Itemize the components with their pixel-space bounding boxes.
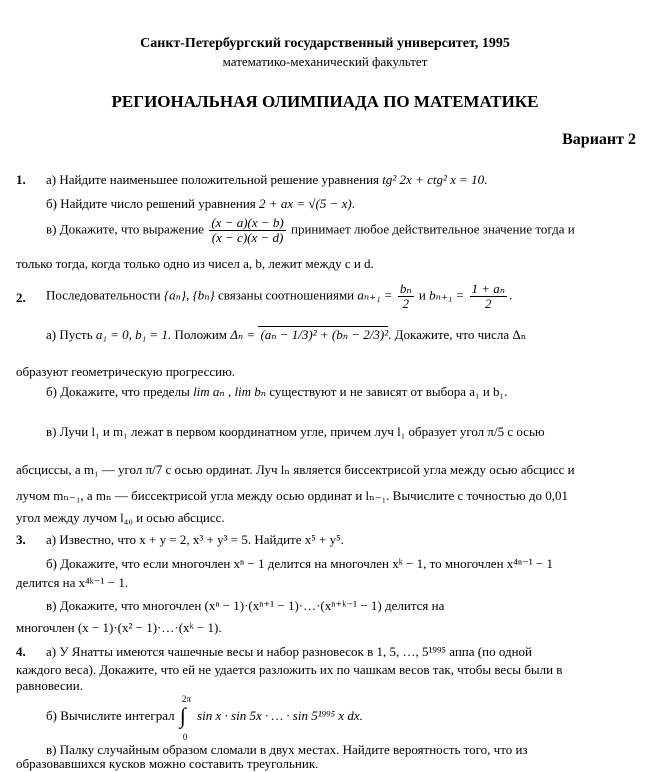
problem-3b-line1: б) Докажите, что если многочлен xⁿ − 1 делится на многочлен xᵏ − 1, то многочлен x⁴ⁿ⁻¹ − 1 [46, 556, 553, 571]
integral-sign: ∫ 2π 0 [178, 709, 194, 725]
problem-2a-pre: а) Пусть [46, 327, 93, 342]
fraction-numerator: (x − a)(x − b) [211, 215, 284, 230]
problem-2a-values: a₁ = 0, b₁ = 1. [95, 327, 172, 342]
problem-4b-pre: б) Вычислите интеграл [46, 708, 175, 723]
problem-2b-post: существуют и не зависят от выбора a₁ и b₁. [269, 384, 508, 399]
problem-number: 4. [16, 644, 26, 659]
problem-1b-text: б) Найдите число решений уравнения [46, 196, 256, 211]
problem-2b [46, 384, 507, 400]
problem-4c-line2: образовавшихся кусков можно составить треугольник. [16, 756, 319, 771]
problem-2-intro: Последовательности {aₙ}, {bₙ} связаны соотношениями aₙ₊₁ = $\frac{\text{bₙ}}{2}$ и bₙ₊₁ = $\frac{\text{1 + aₙ}}{2}$ . [46, 281, 513, 311]
olympiad-title: РЕГИОНАЛЬНАЯ ОЛИМПИАДА ПО МАТЕМАТИКЕ [111, 92, 539, 111]
problem-2-intro-mid: связаны соотношениями [217, 287, 355, 303]
problem-number: 2. [16, 290, 26, 305]
relation-a-lhs: aₙ₊₁ = [357, 287, 393, 303]
problem-2a-mid: Положим [174, 327, 228, 342]
relation-and: и [418, 287, 426, 303]
fraction-numerator: 1 + aₙ [471, 281, 506, 296]
problem-3b-line2: делится на x⁴ᵏ⁻¹ − 1. [16, 575, 129, 590]
problem-1a-equation: tg² 2x + ctg² x = 10 [382, 172, 485, 187]
delta-symbol: Δₙ = [230, 327, 256, 342]
variant-label: Вариант 2 [562, 131, 636, 148]
problem-4a-line2: каждого веса). Докажите, что ей не удается разложить их по чашкам весов так, чтобы весы были в [16, 662, 563, 677]
problem-1a-text: а) Найдите наименьшее положительной решение уравнения [46, 172, 380, 187]
problem-2c-line4: угол между лучом l₄₀ и осью абсцисс. [16, 510, 225, 525]
problem-4c-line1: в) Палку случайным образом сломали в двух местах. Найдите вероятность того, что из [46, 742, 528, 757]
problem-1b-equation: 2 + ax = √(5 − x) [259, 196, 352, 211]
problem-1c-post: принимает любое действительное значение тогда и [290, 221, 575, 237]
problem-1a: а) Найдите наименьшее положительной решение уравнения tg² 2x + ctg² x = 10. [46, 172, 488, 187]
problem-2c-line1: в) Лучи l₁ и m₁ лежат в первом координатном угле, причем луч l₁ образует угол π/5 с осью [46, 424, 545, 439]
problem-3c-line2: многочлен (x − 1)·(x² − 1)·…·(xᵏ − 1). [16, 620, 222, 635]
problem-2a-line2: образуют геометрическую прогрессию. [16, 364, 236, 379]
faculty-subheading: математико-механический факультет [222, 54, 428, 69]
university-heading: Санкт-Петербургский государственный университет, 1995 [140, 36, 510, 51]
sqrt-radicand: (aₙ − 1/3)² + (bₙ − 2/3)² [260, 327, 389, 342]
problem-4a-line1: а) У Янатты имеются чашечные весы и набор разновесок в 1, 5, …, 5¹⁹⁹⁵ аппа (по одной [46, 644, 532, 659]
problem-2c-line2: абсциссы, а m₁ — угол π/7 с осью ординат. Луч lₙ является биссектрисой угла между осью абсцисс и [16, 462, 575, 477]
fraction-denominator: (x − c)(x − d) [211, 230, 284, 245]
problem-2b-pre: б) Докажите, что пределы [46, 384, 190, 399]
integral-upper-limit: 2π [181, 694, 191, 705]
problem-2c-line3: лучом mₙ₋₁, а mₙ — биссектрисой угла между осью ординат и lₙ₋₁. Вычислите с точностью до 0,01 [16, 488, 568, 503]
fraction-numerator: bₙ [399, 281, 412, 296]
fraction-denominator: 2 [402, 296, 409, 311]
relation-b-fraction [470, 282, 508, 311]
problem-3c-line1: в) Докажите, что многочлен (xⁿ − 1)·(xⁿ⁺¹ − 1)·…·(xⁿ⁺ᵏ⁻¹ − 1) делится на [46, 598, 445, 613]
problem-2a: а) Пусть a₁ = 0, b₁ = 1. Положим Δₙ = (aₙ − 1/3)² + (bₙ − 2/3)². Докажите, что числа Δₙ [46, 327, 527, 342]
limits-expression: lim aₙ , lim bₙ [193, 384, 267, 399]
sequence-a: {aₙ} [163, 287, 187, 303]
relation-b-lhs: bₙ₊₁ = [429, 287, 465, 303]
problem-1c-pre: в) Докажите, что выражение [46, 221, 205, 237]
problem-1b: б) Найдите число решений уравнения 2 + ax = √(5 − x). [46, 196, 355, 211]
integral-lower-limit: 0 [182, 732, 188, 743]
integrand: sin x · sin 5x · … · sin 5¹⁹⁹⁵ x dx. [197, 708, 363, 723]
problem-2-intro-pre: Последовательности [46, 287, 161, 303]
sequence-b: {bₙ} [192, 287, 215, 303]
problem-1c [46, 216, 636, 245]
problem-2a-post: Докажите, что числа Δₙ [394, 327, 527, 342]
problem-1c-fraction [209, 216, 285, 245]
problem-4b [46, 694, 363, 743]
relation-a-fraction [398, 282, 414, 311]
problem-4a-line3: равновесии. [16, 678, 83, 693]
problem-1c-line2: только тогда, когда только одно из чисел a, b, лежит между c и d. [16, 256, 374, 271]
problem-3a: а) Известно, что x + y = 2, x³ + y³ = 5. Найдите x⁵ + y⁵. [46, 532, 344, 547]
fraction-denominator: 2 [485, 296, 492, 311]
problem-number: 1. [16, 172, 26, 187]
problem-number: 3. [16, 532, 26, 547]
